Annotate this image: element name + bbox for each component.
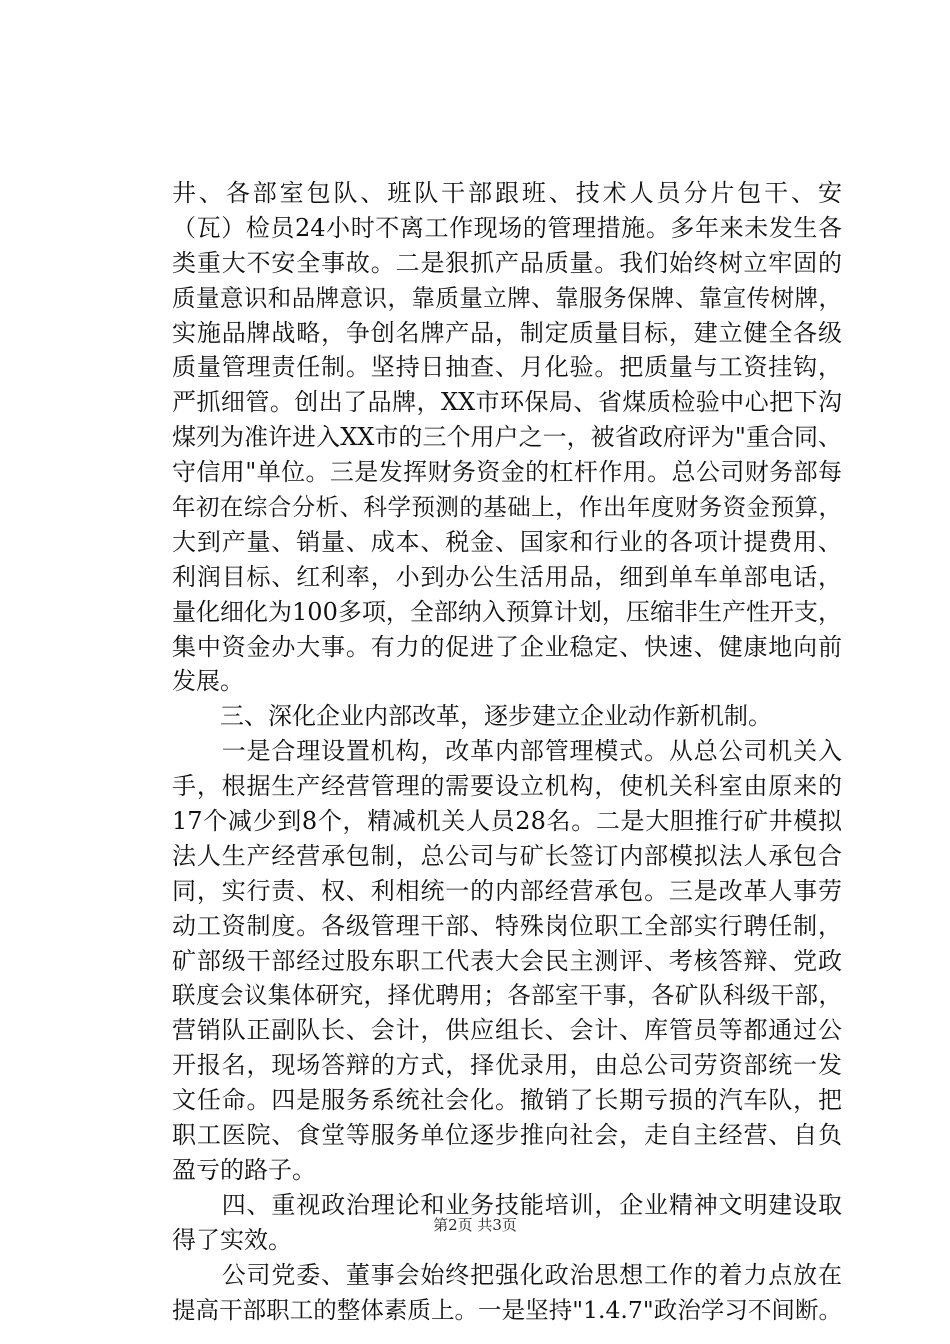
text-line: 文任命。四是服务系统社会化。撤销了长期亏损的汽车队，把	[172, 1086, 842, 1115]
text-line: 质量管理责任制。坚持日抽查、月化验。把质量与工资挂钩，	[172, 353, 842, 382]
page-footer: 第2页 共3页	[433, 1216, 517, 1234]
text-line: 一是合理设置机构，改革内部管理模式。从总公司机关入	[172, 737, 842, 766]
text-line: 煤列为准许进入XX市的三个用户之一，被省政府评为"重合同、	[172, 423, 842, 452]
text-line: 三、深化企业内部改革，逐步建立企业动作新机制。	[172, 702, 772, 731]
text-line: 量化细化为100多项，全部纳入预算计划，压缩非生产性开支，	[172, 597, 842, 626]
text-line: 井、各部室包队、班队干部跟班、技术人员分片包干、安	[172, 179, 842, 207]
text-line: 职工医院、食堂等服务单位逐步推向社会，走自主经营、自负	[172, 1121, 842, 1150]
text-line: 利润目标、红利率，小到办公生活用品，细到单车单部电话，	[172, 562, 842, 591]
text-line: 开报名，现场答辩的方式，择优录用，由总公司劳资部统一发	[172, 1051, 842, 1080]
text-line: 联度会议集体研究，择优聘用；各部室干事，各矿队科级干部，	[172, 981, 842, 1010]
document-body	[172, 176, 842, 1327]
text-line: 大到产量、销量、成本、税金、国家和行业的各项计提费用、	[172, 527, 842, 556]
text-line: 实施品牌战略，争创名牌产品，制定质量目标，建立健全各级	[172, 318, 842, 347]
text-line: （瓦）检员24小时不离工作现场的管理措施。多年来未发生各	[172, 213, 842, 242]
text-line: 同，实行责、权、利相统一的内部经营承包。三是改革人事劳	[172, 876, 842, 905]
text-line: 得了实效。	[172, 1225, 292, 1254]
text-line: 提高干部职工的整体素质上。一是坚持"1.4.7"政治学习不间断。	[172, 1295, 842, 1324]
text-line: 类重大不安全事故。二是狠抓产品质量。我们始终树立牢固的	[172, 248, 842, 277]
text-line: 17个减少到8个，精减机关人员28名。二是大胆推行矿井模拟	[172, 807, 842, 836]
text-line: 年初在综合分析、科学预测的基础上，作出年度财务资金预算，	[172, 493, 842, 522]
text-line: 公司党委、董事会始终把强化政治思想工作的着力点放在	[172, 1260, 842, 1289]
text-line: 盈亏的路子。	[172, 1155, 316, 1184]
text-line: 手，根据生产经营管理的需要设立机构，使机关科室由原来的	[172, 772, 842, 801]
text-line: 严抓细管。创出了品牌，XX市环保局、省煤质检验中心把下沟	[172, 388, 842, 417]
text-line: 集中资金办大事。有力的促进了企业稳定、快速、健康地向前	[172, 632, 842, 661]
text-line: 营销队正副队长、会计，供应组长、会计、库管员等都通过公	[172, 1016, 842, 1045]
text-line: 发展。	[172, 667, 244, 696]
text-line: 矿部级干部经过股东职工代表大会民主测评、考核答辩、党政	[172, 946, 842, 975]
text-line: 动工资制度。各级管理干部、特殊岗位职工全部实行聘任制，	[172, 911, 842, 940]
text-line: 质量意识和品牌意识，靠质量立牌、靠服务保牌、靠宣传树牌，	[172, 283, 842, 312]
text-line: 法人生产经营承包制，总公司与矿长签订内部模拟法人承包合	[172, 841, 842, 870]
text-line: 守信用"单位。三是发挥财务资金的杠杆作用。总公司财务部每	[172, 458, 842, 487]
text-line: 四、重视政治理论和业务技能培训，企业精神文明建设取	[172, 1190, 842, 1219]
